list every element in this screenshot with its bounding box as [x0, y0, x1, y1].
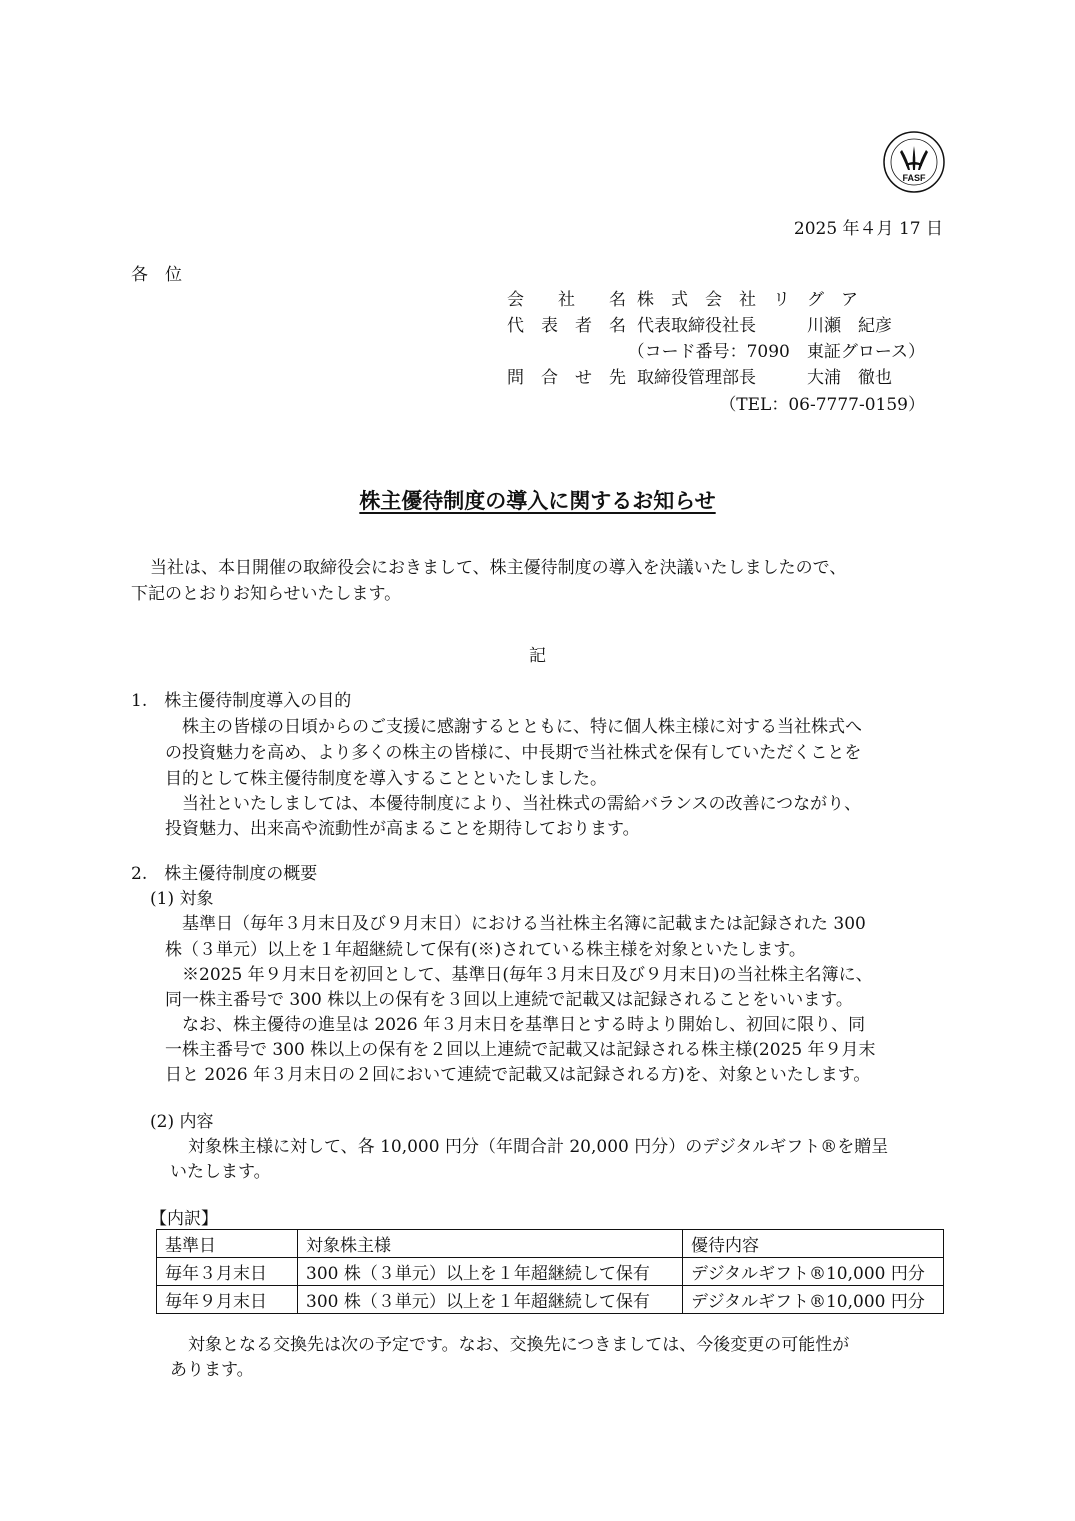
logo-text: FASF: [902, 173, 926, 183]
table-header-cell: 優待内容: [683, 1230, 944, 1258]
section2-heading: 2. 株主優待制度の概要: [131, 864, 318, 884]
sub1-line: 株（３単元）以上を１年超継続して保有(※)されている株主様を対象といたします。: [165, 940, 806, 960]
representative-name: 代表取締役社長 川瀬 紀彦: [637, 316, 892, 336]
sub2-heading: (2) 内容: [150, 1112, 214, 1132]
sub1-line: ※2025 年９月末日を初回として、基準日(毎年３月末日及び９月末日)の当社株主名簿に、: [182, 965, 873, 985]
intro-line-1: 当社は、本日開催の取締役会におきまして、株主優待制度の導入を決議いたしましたので、: [150, 558, 847, 578]
table-cell: 毎年９月末日: [157, 1286, 298, 1314]
section1-line: 当社といたしましては、本優待制度により、当社株式の需給バランスの改善につながり、: [182, 794, 862, 814]
table-cell: デジタルギフト®10,000 円分: [683, 1286, 944, 1314]
table-cell: 300 株（３単元）以上を１年超継続して保有: [298, 1286, 683, 1314]
breakdown-label: 【内訳】: [150, 1209, 218, 1229]
section1-line: 投資魅力、出来高や流動性が高まることを期待しております。: [165, 819, 640, 839]
contact-row: 問 合 せ 先 取締役管理部長 大浦 徹也: [507, 368, 892, 388]
sub1-heading: (1) 対象: [150, 889, 214, 909]
table-cell: 毎年３月末日: [157, 1258, 298, 1286]
table-header-cell: 基準日: [157, 1230, 298, 1258]
table-header-cell: 対象株主様: [298, 1230, 683, 1258]
intro-line-2: 下記のとおりお知らせいたします。: [131, 584, 402, 604]
table-row: [157, 1258, 944, 1286]
closing-line: あります。: [170, 1360, 254, 1380]
addressee: 各 位: [131, 265, 182, 285]
table-cell: デジタルギフト®10,000 円分: [683, 1258, 944, 1286]
section1-line: 目的として株主優待制度を導入することといたしました。: [165, 769, 607, 789]
section1-line: 株主の皆様の日頃からのご支援に感謝するとともに、特に個人株主様に対する当社株式へ: [182, 717, 862, 737]
company-name-row: 会 社 名 株 式 会 社 リ グ ア: [507, 290, 858, 310]
stock-code: （コード番号：7090 東証グロース）: [627, 342, 925, 362]
sub1-line: 日と 2026 年３月末日の２回において連続で記載又は記録される方)を、対象といたします。: [165, 1065, 871, 1085]
closing-line: 対象となる交換先は次の予定です。なお、交換先につきましては、今後変更の可能性が: [188, 1335, 850, 1355]
sub1-line: なお、株主優待の進呈は 2026 年３月末日を基準日とする時より開始し、初回に限り、同: [182, 1015, 866, 1035]
document-title: 株主優待制度の導入に関するお知らせ: [359, 488, 716, 513]
section1-line: の投資魅力を高め、より多くの株主の皆様に、中長期で当社株式を保有していただくことを: [165, 743, 862, 763]
contact-tel: （TEL：06-7777-0159）: [719, 395, 925, 415]
sub1-line: 一株主番号で 300 株以上の保有を２回以上連続で記載又は記録される株主様(2025 年９月末: [165, 1040, 876, 1060]
table-header-row: [157, 1230, 944, 1258]
representative-row: 代 表 者 名 代表取締役社長 川瀬 紀彦: [507, 316, 892, 336]
contact-name: 取締役管理部長 大浦 徹也: [637, 368, 892, 388]
sub1-line: 基準日（毎年３月末日及び９月末日）における当社株主名簿に記載または記録された 300: [182, 914, 866, 934]
document-date: 2025 年４月 17 日: [793, 219, 943, 239]
table-row: [157, 1286, 944, 1314]
fasf-logo: [882, 130, 946, 194]
breakdown-table: [156, 1229, 944, 1314]
ki-mark: 記: [529, 646, 546, 666]
sub2-line: いたします。: [170, 1162, 271, 1182]
table-cell: 300 株（３単元）以上を１年超継続して保有: [298, 1258, 683, 1286]
section1-heading: 1. 株主優待制度導入の目的: [131, 691, 352, 711]
company-name: 株 式 会 社 リ グ ア: [637, 290, 858, 310]
sub2-line: 対象株主様に対して、各 10,000 円分（年間合計 20,000 円分）のデジタルギフト®を贈呈: [188, 1137, 889, 1157]
sub1-line: 同一株主番号で 300 株以上の保有を３回以上連続で記載又は記録されることをいいます。: [165, 990, 853, 1010]
